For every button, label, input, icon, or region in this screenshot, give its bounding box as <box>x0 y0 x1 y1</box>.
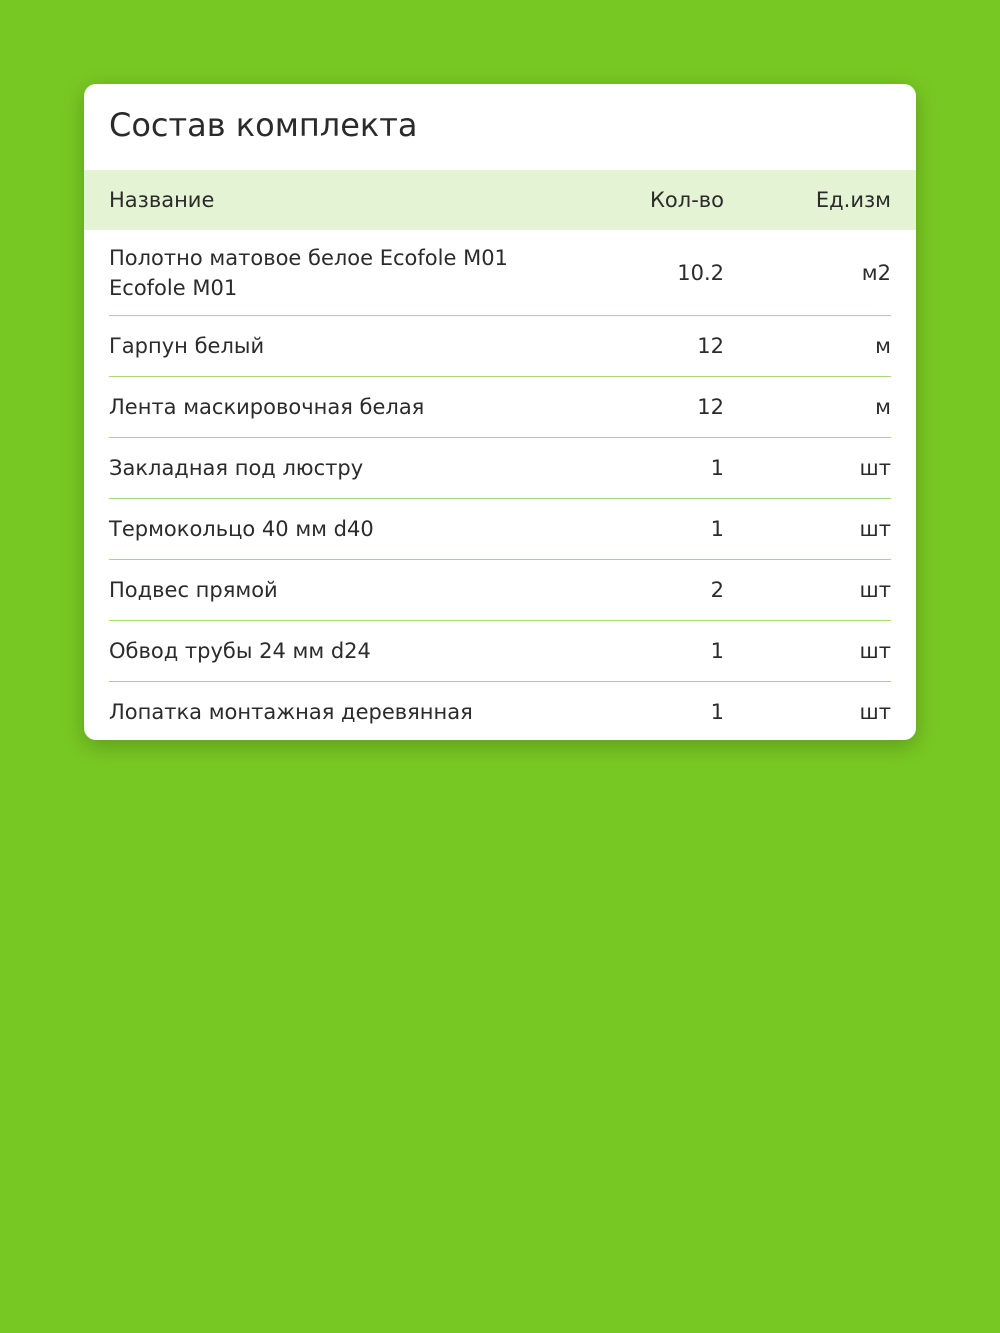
column-header-unit: Ед.изм <box>815 188 891 212</box>
table-row <box>109 560 891 621</box>
column-header-qty: Кол-во <box>650 188 724 212</box>
item-unit: м2 <box>861 260 891 285</box>
table-row <box>109 621 891 682</box>
item-unit: м <box>875 334 891 358</box>
item-qty: 10.2 <box>677 260 724 285</box>
item-unit: шт <box>859 700 891 724</box>
item-name: Гарпун белый <box>109 334 265 358</box>
item-unit: м <box>875 395 891 419</box>
table-row <box>109 499 891 560</box>
item-name: Лопатка монтажная деревянная <box>109 700 473 724</box>
item-qty: 1 <box>710 639 724 663</box>
item-name: Обвод трубы 24 мм d24 <box>109 639 371 663</box>
kit-contents-card <box>84 84 916 740</box>
table-row <box>109 682 891 740</box>
table-row <box>109 377 891 438</box>
item-qty: 1 <box>710 700 724 724</box>
table-header-row <box>84 170 916 230</box>
item-qty: 12 <box>697 334 724 358</box>
item-qty: 1 <box>710 456 724 480</box>
item-qty: 2 <box>710 578 724 602</box>
item-qty: 1 <box>710 517 724 541</box>
table-row <box>109 438 891 499</box>
column-header-name: Название <box>109 188 215 212</box>
item-qty: 12 <box>697 395 724 419</box>
item-unit: шт <box>859 456 891 480</box>
table-body <box>84 230 916 740</box>
kit-table <box>84 170 916 740</box>
item-unit: шт <box>859 639 891 663</box>
item-name: Термокольцо 40 мм d40 <box>109 517 374 541</box>
item-name: Лента маскировочная белая <box>109 395 425 419</box>
item-unit: шт <box>859 517 891 541</box>
table-row <box>109 316 891 377</box>
item-name: Полотно матовое белое Ecofole M01 Ecofole M01 <box>109 245 508 300</box>
card-title: Состав комплекта <box>109 106 418 144</box>
item-name: Подвес прямой <box>109 578 278 602</box>
table-row <box>109 230 891 316</box>
item-name: Закладная под люстру <box>109 456 364 480</box>
item-unit: шт <box>859 578 891 602</box>
